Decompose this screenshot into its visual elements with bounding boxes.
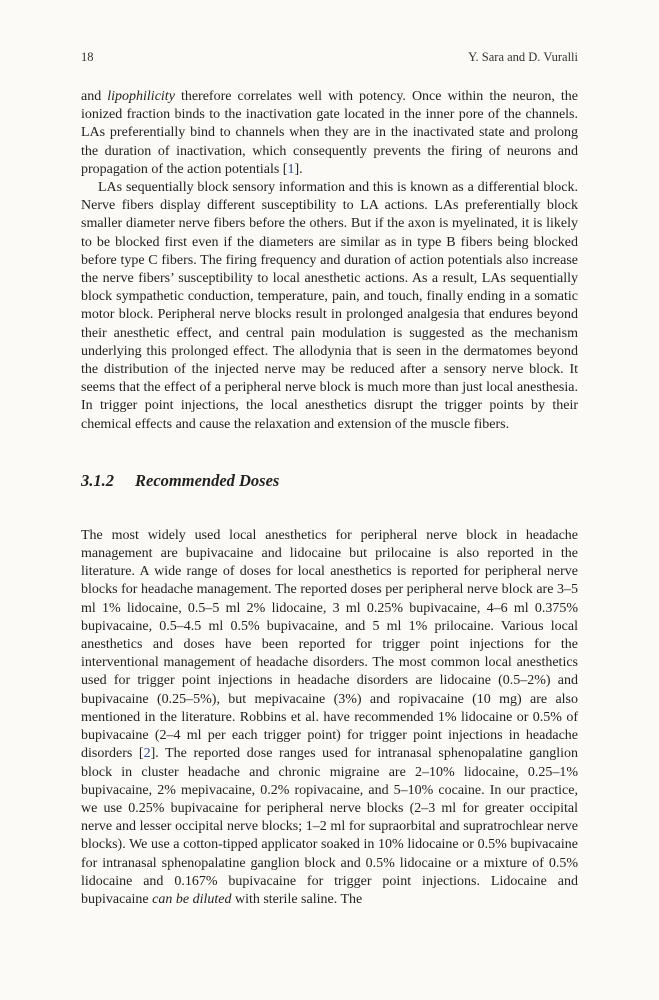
body-text — [81, 88, 578, 909]
section-title: Recommended Doses — [135, 470, 280, 490]
section-heading — [81, 471, 578, 491]
emphasis-can-be-diluted: can be diluted — [152, 891, 232, 907]
running-authors: Y. Sara and D. Vuralli — [468, 50, 578, 64]
section-number: 3.1.2 — [81, 470, 114, 490]
citation-link-1[interactable]: 1 — [287, 161, 295, 177]
page-number: 18 — [81, 50, 94, 64]
paragraph-2: LAs sequentially block sensory information and this is known as a differential block. Nerve fibers display different susceptibility to LA actions. LAs preferentially block smaller diameter nerve fibers before the others. But if the axon is myelinated, it is likely to be blocked first even if the diameters are similar as in type B fibers being blocked before type C fibers. The firing frequency and duration of action potentials also increase the nerve fibers’ susceptibility to local anesthetic actions. As a result, LAs sequentially block sympathetic conduction, temperature, pain, and touch, finally ending in a somatic motor block. Peripheral nerve blocks result in prolonged analgesia that endures beyond their anesthetic effect, and central pain modulation is suggested as the mechanism underlying this prolonged effect. The allodynia that is seen in the dermatomes beyond the distribution of the injected nerve may be reduced after a sensory nerve block. It seems that the effect of a peripheral nerve block is much more than just local anesthesia. In trigger point injections, the local anesthetics disrupt the trigger points by their chemical effects and cause the relaxation and extension of the muscle fibers. — [81, 180, 578, 432]
emphasis-lipophilicity: lipophilicity — [107, 89, 175, 104]
citation-link-2[interactable]: 2 — [143, 746, 151, 762]
paragraph-3: The most widely used local anesthetics for peripheral nerve block in headache management are bupivacaine and lidocaine but prilocaine is also reported in the literature. A wide range of doses for local anesthetics is reported for peripheral nerve blocks for headache management. The reported doses per peripheral nerve block are 3–5 ml 1% lidocaine, 0.5–5 ml 2% lidocaine, 3 ml 0.25% bupivacaine, 4–6 ml 0.375% bupivacaine, 0.5–4.5 ml 0.5% bupivacaine, and 5 ml 1% prilocaine. Various local anesthetics and doses have been reported for trigger point injections for the interventional management of headache disorders. The most common local anesthetics used for trigger point injections in headache disorders are lidocaine (0.5–2%) and bupivacaine (0.25–5%), but mepivacaine (3%) and ropivacaine (10 mg) are also mentioned in the literature. Robbins et al. have recommended 1% lidocaine or 0.5% of bupivacaine (2–4 ml per each trigger point) for trigger point injections in headache disorders [2]. The reported dose ranges used for intranasal sphenopalatine ganglion block in cluster headache and chronic migraine are 2–10% lidocaine, 0.25–1% bupivacaine, 2% mepivacaine, 0.2% ropivacaine, and 5–10% cocaine. In our practice, we use 0.25% bupivacaine for peripheral nerve blocks (2–3 ml for greater occipital nerve and lesser occipital nerve blocks; 1–2 ml for supraorbital and supratrochlear nerve blocks). We use a cotton-tipped applicator soaked in 10% lidocaine or 0.5% bupivacaine for intranasal sphenopalatine ganglion block and 0.5% lidocaine or a mixture of 0.5% lidocaine and 0.167% bupivacaine for trigger point injections. Lidocaine and bupivacaine can be diluted with sterile saline. The — [81, 527, 578, 907]
paragraph-1: and lipophilicity therefore correlates well with potency. Once within the neuron, the ionized fraction binds to the inactivation gate located in the inner pore of the channels. LAs preferentially bind to channels when they are in the inactivated state and prolong the duration of inactivation, which consequently prevents the firing of neurons and propagation of the action potentials [1]. — [81, 89, 578, 177]
